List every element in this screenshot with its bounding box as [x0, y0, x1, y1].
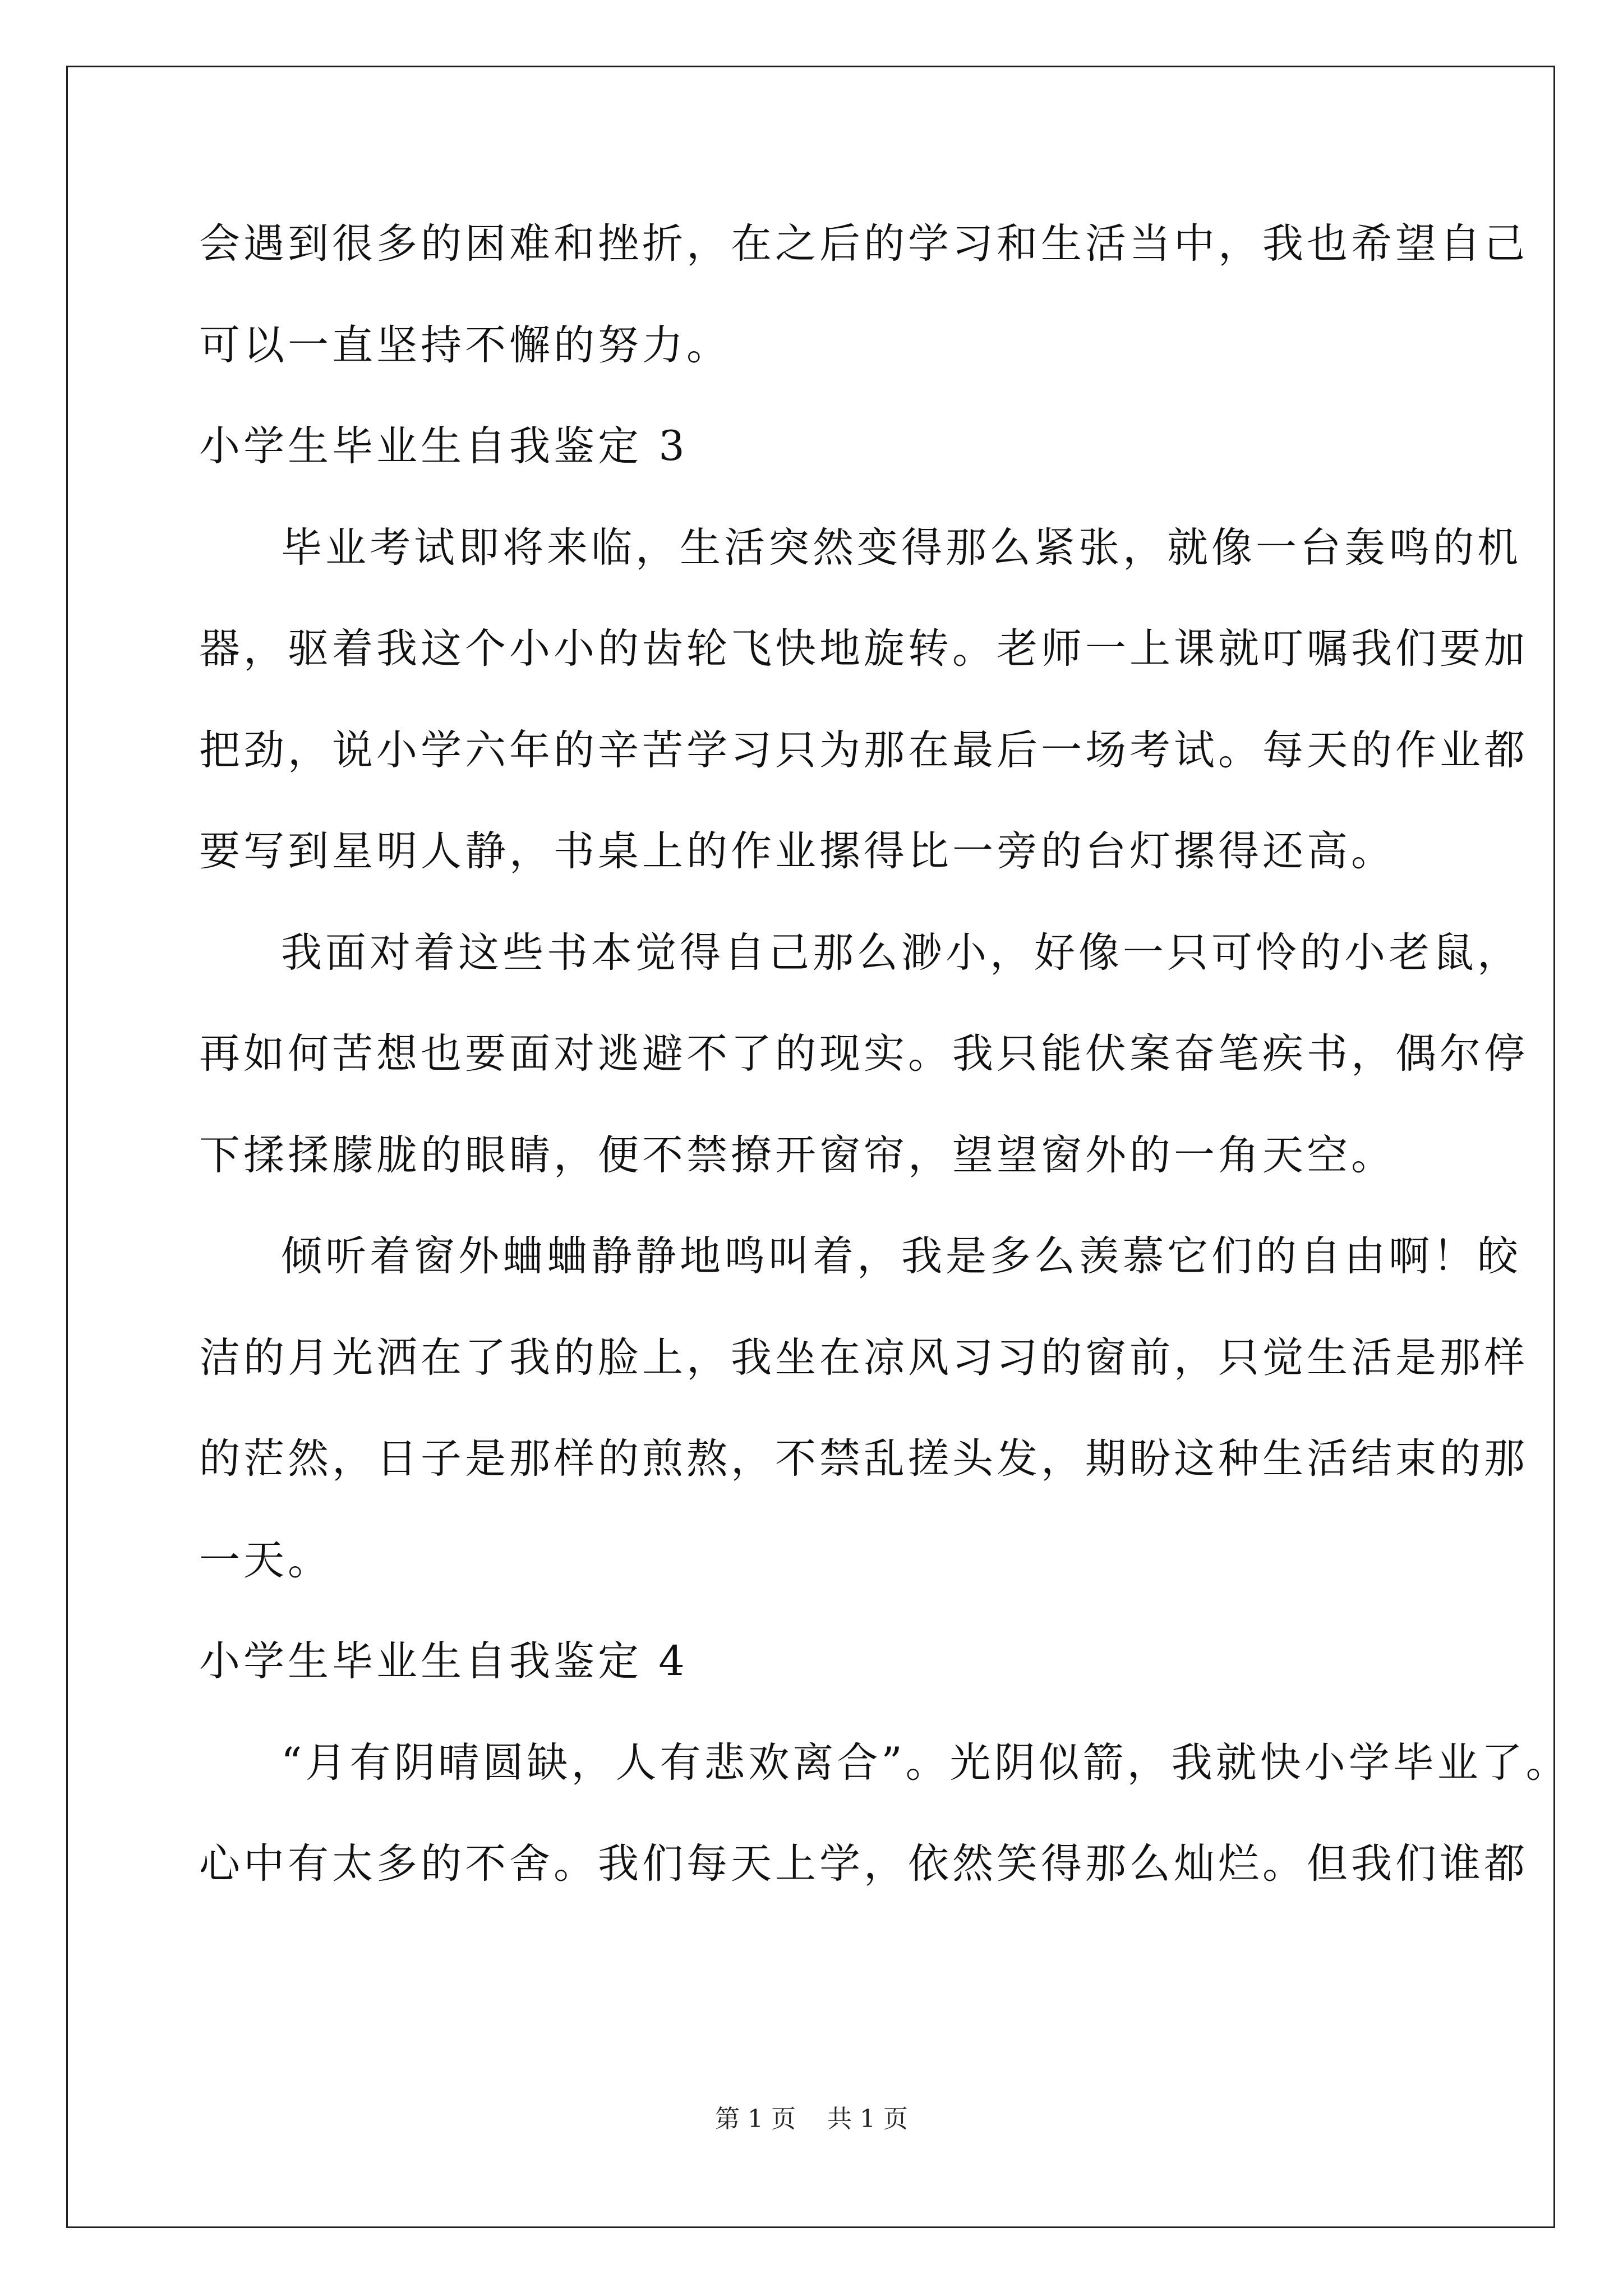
- text-line: 毕业考试即将来临，生活突然变得那么紧张，就像一台轰鸣的机: [281, 523, 1521, 572]
- text-line: 洁的月光洒在了我的脸上，我坐在凉风习习的窗前，只觉生活是那样: [199, 1333, 1528, 1382]
- text-line: 的茫然，日子是那样的煎熬，不禁乱搓头发，期盼这种生活结束的那: [199, 1435, 1528, 1483]
- text-line: 要写到星明人静，书桌上的作业摞得比一旁的台灯摞得还高。: [199, 827, 1395, 875]
- text-line: “月有阴晴圆缺，人有悲欢离合”。光阴似箭，我就快小学毕业了。: [281, 1738, 1570, 1787]
- page-footer: 第 1 页 共 1 页: [715, 2105, 908, 2133]
- text-line: 一天。: [199, 1536, 332, 1584]
- text-line: 把劲，说小学六年的辛苦学习只为那在最后一场考试。每天的作业都: [199, 726, 1528, 774]
- text-line: 倾听着窗外蛐蛐静静地鸣叫着，我是多么羡慕它们的自由啊！皎: [281, 1232, 1521, 1280]
- text-line: 可以一直坚持不懈的努力。: [199, 321, 731, 369]
- text-line: 我面对着这些书本觉得自己那么渺小，好像一只可怜的小老鼠，: [281, 928, 1521, 977]
- text-line: 下揉揉朦胧的眼睛，便不禁撩开窗帘，望望窗外的一角天空。: [199, 1131, 1395, 1179]
- text-line: 会遇到很多的困难和挫折，在之后的学习和生活当中，我也希望自己: [199, 220, 1528, 268]
- text-line: 再如何苦想也要面对逃避不了的现实。我只能伏案奋笔疾书，偶尔停: [199, 1030, 1528, 1078]
- text-line: 小学生毕业生自我鉴定 4: [199, 1637, 688, 1685]
- text-line: 器，驱着我这个小小的齿轮飞快地旋转。老师一上课就叮嘱我们要加: [199, 625, 1528, 673]
- text-line: 心中有太多的不舍。我们每天上学，依然笑得那么灿烂。但我们谁都: [199, 1840, 1528, 1888]
- text-line: 小学生毕业生自我鉴定 3: [199, 422, 688, 470]
